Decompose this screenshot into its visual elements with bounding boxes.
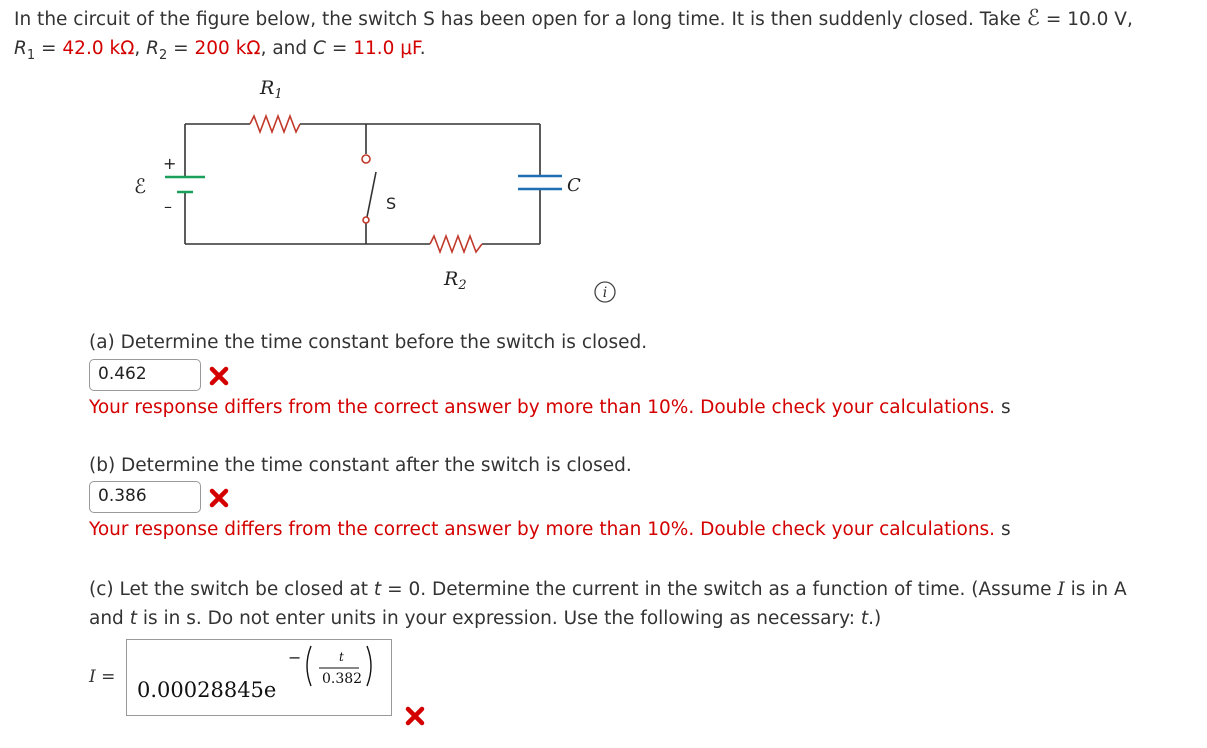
r2-resistor	[430, 236, 482, 252]
incorrect-icon	[405, 706, 425, 726]
switch-blade	[366, 172, 376, 222]
period: .	[419, 38, 426, 59]
answer-c-label	[89, 667, 115, 687]
circuit-diagram	[120, 72, 581, 302]
equals: =	[167, 38, 195, 59]
c-symbol: C	[313, 38, 326, 59]
var-t: t	[373, 579, 382, 600]
expr-minus: −	[288, 648, 302, 667]
c-value: 11.0 μF	[353, 38, 420, 59]
r2-symbol: R	[146, 38, 159, 59]
r1-symbol: R	[14, 38, 27, 59]
label-r2: $R_2$	[444, 268, 467, 293]
var-t: t	[129, 608, 137, 629]
label-equals: =	[101, 667, 116, 687]
label-emf: ℰ	[134, 174, 147, 198]
var-t: t	[860, 608, 869, 629]
question-c-text: is in A	[1064, 579, 1127, 600]
svg-text:i: i	[602, 285, 608, 301]
expr-numerator: t	[339, 650, 344, 664]
feedback-a-text: Your response differs from the correct answer by more than 10%. Double check your calculations.	[89, 397, 996, 418]
switch-contact-bottom	[363, 217, 369, 223]
info-icon[interactable]	[594, 281, 616, 303]
equals: =	[325, 38, 354, 59]
label-minus: –	[164, 197, 172, 216]
emf-value: = 10.0 V,	[1039, 9, 1133, 30]
feedback-b-text: Your response differs from the correct answer by more than 10%. Double check your calculations.	[89, 519, 996, 540]
problem-statement	[14, 4, 1199, 70]
question-b: (b) Determine the time constant after the switch is closed.	[89, 455, 632, 476]
unit-a: s	[1000, 397, 1011, 418]
question-c-text: is in s. Do not enter units in your expression. Use the following as necessary:	[136, 608, 861, 629]
unit-b: s	[1000, 519, 1011, 540]
r2-value: 200 kΩ	[194, 38, 261, 59]
emf-symbol: ℰ	[1026, 6, 1040, 31]
r1-subscript: 1	[26, 48, 36, 63]
answer-c-input[interactable]	[126, 639, 392, 716]
feedback-a	[89, 397, 1011, 418]
label-capacitor: C	[567, 175, 581, 196]
label-r1: $R_1$	[260, 77, 283, 102]
comma: ,	[134, 38, 147, 59]
question-c-text: .)	[868, 608, 882, 629]
label-i: I	[89, 667, 96, 687]
label-switch: S	[386, 194, 397, 213]
expr-denominator: 0.382	[322, 671, 363, 687]
var-i: I	[1057, 579, 1065, 600]
incorrect-icon	[209, 488, 229, 508]
r2-subscript: 2	[158, 48, 168, 63]
r1-resistor	[250, 116, 300, 132]
and-text: , and	[260, 38, 314, 59]
answer-a-input[interactable]: 0.462	[89, 359, 201, 391]
question-c-text: = 0. Determine the current in the switch as a function of time. (Assume	[381, 579, 1058, 600]
question-c-text: (c) Let the switch be closed at	[89, 579, 374, 600]
question-c	[89, 575, 1189, 633]
question-c-text: and	[89, 608, 130, 629]
r1-value: 42.0 kΩ	[62, 38, 135, 59]
equals: =	[35, 38, 63, 59]
switch-contact-top	[362, 155, 370, 163]
answer-b-input[interactable]: 0.386	[89, 481, 201, 513]
question-a: (a) Determine the time constant before the switch is closed.	[89, 332, 648, 353]
expr-coefficient: 0.00028845e	[137, 678, 277, 702]
label-plus: +	[163, 154, 177, 173]
incorrect-icon	[209, 366, 229, 386]
problem-text: In the circuit of the figure below, the switch S has been open for a long time. It is then suddenly closed. Take	[14, 9, 1027, 30]
feedback-b	[89, 519, 1011, 540]
